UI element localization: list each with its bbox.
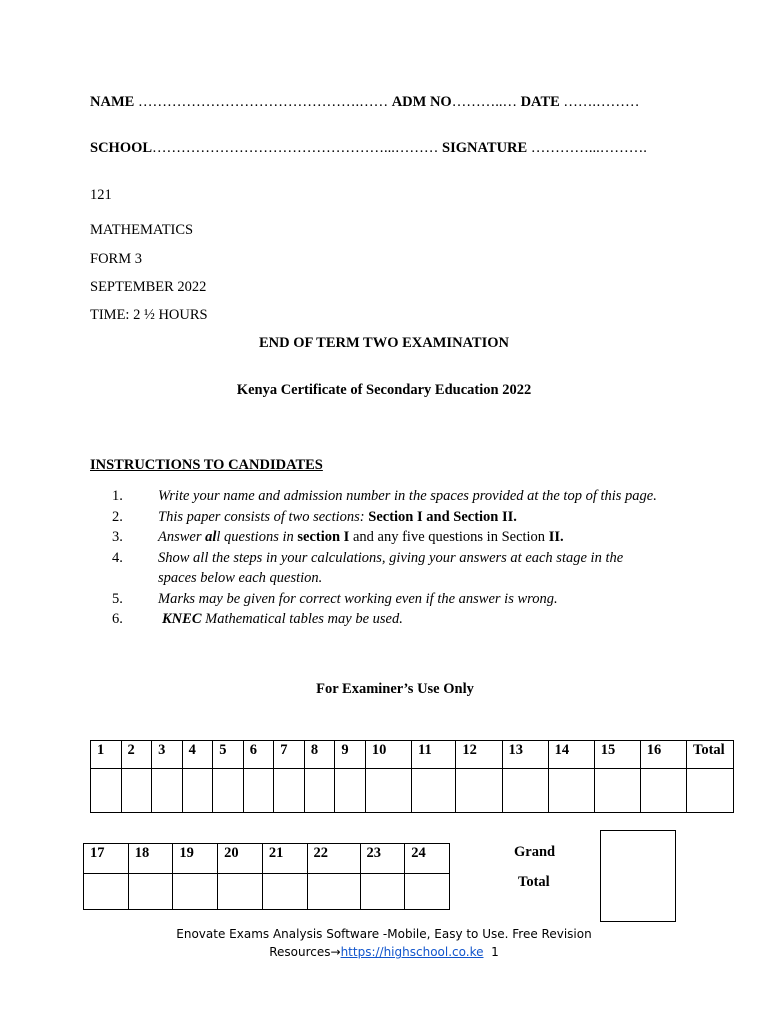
signature-dots: …………...………. bbox=[530, 140, 647, 156]
instruction-emphasis: section I bbox=[297, 529, 350, 545]
table-row bbox=[91, 769, 734, 813]
score-cell[interactable] bbox=[262, 874, 307, 910]
table-cell: 6 bbox=[243, 741, 274, 769]
instruction-number: 2. bbox=[112, 508, 123, 525]
table-cell: 14 bbox=[548, 741, 594, 769]
exam-date: SEPTEMBER 2022 bbox=[90, 279, 207, 295]
grand-total-box[interactable] bbox=[600, 830, 676, 922]
table-cell: 8 bbox=[304, 741, 335, 769]
name-dots: ……………………………………….…… bbox=[137, 94, 389, 110]
grand-label: Grand bbox=[514, 844, 556, 860]
instruction-emphasis: II. bbox=[548, 529, 564, 545]
instruction-text: Marks may be given for correct working even if the answer is wrong. bbox=[158, 590, 558, 607]
score-cell[interactable] bbox=[152, 769, 183, 813]
instruction-text: l questions in bbox=[216, 529, 298, 545]
instruction-number: 5. bbox=[112, 590, 123, 607]
score-cell[interactable] bbox=[91, 769, 122, 813]
date-label: DATE bbox=[520, 94, 560, 110]
table-cell: 21 bbox=[262, 844, 307, 874]
score-cell[interactable] bbox=[128, 874, 173, 910]
table-row bbox=[84, 874, 450, 910]
instruction-emphasis: Section I and Section II. bbox=[368, 508, 517, 525]
instruction-number: 4. bbox=[112, 549, 123, 566]
table-cell: 9 bbox=[335, 741, 366, 769]
footer-line-1: Enovate Exams Analysis Software -Mobile, Easy to Use. Free Revision bbox=[176, 927, 592, 941]
table-cell: 19 bbox=[173, 844, 218, 874]
score-cell[interactable] bbox=[84, 874, 129, 910]
instruction-item bbox=[90, 507, 660, 528]
instruction-emphasis: KNEC bbox=[162, 611, 202, 627]
instruction-number: 1. bbox=[112, 488, 123, 504]
table-cell: 20 bbox=[218, 844, 263, 874]
school-label: SCHOOL bbox=[90, 140, 153, 156]
score-cell[interactable] bbox=[405, 874, 450, 910]
table-cell: 4 bbox=[182, 741, 213, 769]
school-line bbox=[90, 140, 647, 157]
name-line bbox=[90, 94, 640, 111]
footer-link[interactable]: https://highschool.co.ke bbox=[340, 945, 484, 959]
score-cell[interactable] bbox=[456, 769, 502, 813]
score-cell[interactable] bbox=[365, 769, 411, 813]
page-number: 1 bbox=[491, 945, 499, 959]
table-cell: 3 bbox=[152, 741, 183, 769]
adm-label: ADM NO bbox=[391, 94, 452, 110]
paper-code: 121 bbox=[90, 187, 112, 203]
instruction-text: This paper consists of two sections: bbox=[158, 508, 369, 525]
total-label: Total bbox=[518, 874, 550, 890]
table-cell: 5 bbox=[213, 741, 244, 769]
instruction-item bbox=[90, 486, 660, 507]
examiner-heading: For Examiner’s Use Only bbox=[316, 681, 474, 697]
score-cell[interactable] bbox=[335, 769, 366, 813]
score-cell[interactable] bbox=[274, 769, 305, 813]
certificate-title: Kenya Certificate of Secondary Education 2022 bbox=[236, 382, 532, 398]
table-cell: Total bbox=[687, 741, 734, 769]
examiner-table-2 bbox=[83, 843, 450, 910]
score-cell[interactable] bbox=[412, 769, 456, 813]
instruction-text: Mathematical tables may be used. bbox=[201, 611, 403, 627]
score-cell[interactable] bbox=[182, 769, 213, 813]
table-cell: 23 bbox=[360, 844, 405, 874]
table-cell: 2 bbox=[121, 741, 152, 769]
score-cell[interactable] bbox=[548, 769, 594, 813]
table-cell: 16 bbox=[640, 741, 686, 769]
score-cell[interactable] bbox=[687, 769, 734, 813]
table-row bbox=[91, 741, 734, 769]
instruction-text: Write your name and admission number in the spaces provided at the top of this page. bbox=[158, 488, 657, 504]
instruction-number: 6. bbox=[112, 611, 123, 627]
date-dots: …….……… bbox=[563, 94, 640, 110]
instruction-item bbox=[90, 527, 660, 548]
score-cell[interactable] bbox=[360, 874, 405, 910]
subject: MATHEMATICS bbox=[90, 222, 194, 238]
form-level: FORM 3 bbox=[90, 251, 142, 267]
table-cell: 11 bbox=[412, 741, 456, 769]
instruction-text: Answer bbox=[158, 529, 206, 545]
instruction-text: and any five questions in Section bbox=[349, 529, 549, 545]
score-cell[interactable] bbox=[640, 769, 686, 813]
instruction-item bbox=[90, 589, 660, 610]
score-cell[interactable] bbox=[213, 769, 244, 813]
table-cell: 22 bbox=[307, 844, 360, 874]
table-cell: 10 bbox=[365, 741, 411, 769]
school-dots: …………………………………………...……… bbox=[152, 140, 439, 156]
score-cell[interactable] bbox=[243, 769, 274, 813]
table-cell: 7 bbox=[274, 741, 305, 769]
table-cell: 17 bbox=[84, 844, 129, 874]
table-cell: 13 bbox=[502, 741, 548, 769]
instruction-item bbox=[90, 548, 660, 589]
score-cell[interactable] bbox=[307, 874, 360, 910]
instructions-heading: INSTRUCTIONS TO CANDIDATES bbox=[90, 457, 323, 473]
name-label: NAME bbox=[90, 94, 135, 110]
instruction-text: Show all the steps in your calculations, giving your answers at each stage in the spaces below each question. bbox=[158, 549, 624, 586]
footer-prefix: Resources→ bbox=[269, 945, 341, 959]
score-cell[interactable] bbox=[121, 769, 152, 813]
instruction-number: 3. bbox=[112, 529, 123, 545]
table-cell: 24 bbox=[405, 844, 450, 874]
score-cell[interactable] bbox=[173, 874, 218, 910]
instructions-list bbox=[90, 486, 660, 630]
exam-title: END OF TERM TWO EXAMINATION bbox=[258, 335, 509, 351]
table-cell: 15 bbox=[594, 741, 640, 769]
table-cell: 18 bbox=[128, 844, 173, 874]
table-row bbox=[84, 844, 450, 874]
instruction-emphasis: al bbox=[205, 529, 217, 545]
table-cell: 12 bbox=[456, 741, 502, 769]
signature-label: SIGNATURE bbox=[442, 140, 528, 156]
examiner-table-1 bbox=[90, 740, 734, 813]
adm-dots: ………..… bbox=[451, 94, 517, 110]
footer-line-2 bbox=[0, 943, 768, 961]
score-cell[interactable] bbox=[218, 874, 263, 910]
exam-time: TIME: 2 ½ HOURS bbox=[90, 307, 208, 323]
table-cell: 1 bbox=[91, 741, 122, 769]
instruction-item bbox=[90, 609, 660, 630]
score-cell[interactable] bbox=[304, 769, 335, 813]
score-cell[interactable] bbox=[594, 769, 640, 813]
score-cell[interactable] bbox=[502, 769, 548, 813]
